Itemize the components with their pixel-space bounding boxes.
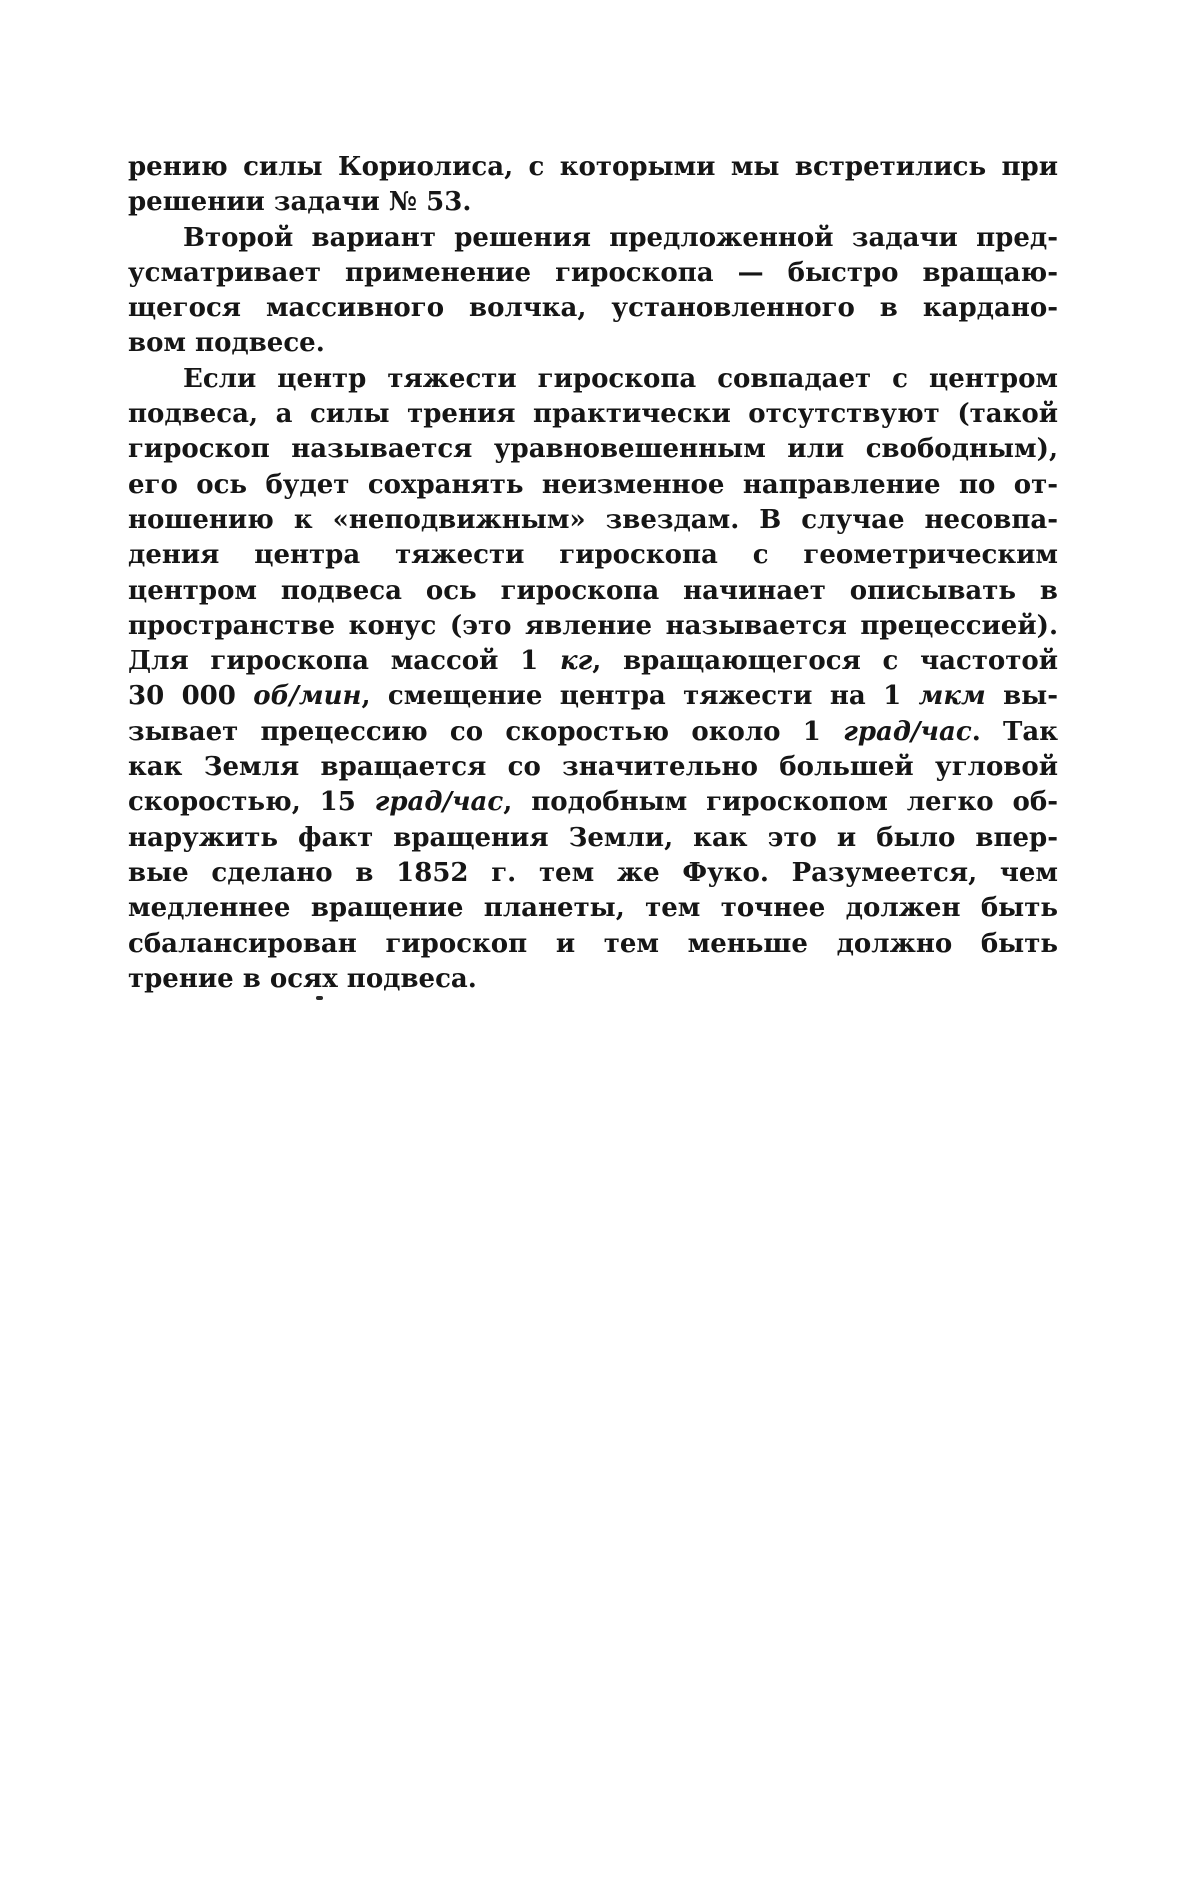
text-line (128, 150, 1058, 185)
text-segment: гироскоп называется уравновешенным или свободным), (128, 434, 1058, 465)
text-line (128, 609, 1058, 644)
text-segment: рению силы Кориолиса, с которыми мы встретились при (128, 152, 1058, 182)
text-segment: Для гироскопа массой 1 (128, 646, 561, 677)
text-segment: , смещение центра тяжести на 1 (361, 681, 919, 712)
text-segment: наружить факт вращения Земли, как это и было впер- (128, 822, 1058, 853)
text-line (128, 397, 1058, 432)
text-segment: вы- (985, 681, 1058, 712)
text-line (128, 821, 1058, 856)
text-segment: его ось будет сохранять неизменное направление по от- (128, 469, 1058, 500)
text-segment: усматривает применение гироскопа — быстро вращаю- (128, 257, 1058, 288)
text-segment: Если центр тяжести гироскопа совпадает с центром (183, 363, 1058, 394)
text-segment: зывает прецессию со скоростью около 1 (128, 716, 844, 747)
text-segment: сбалансирован гироскоп и тем меньше должно быть (128, 928, 1058, 959)
text-segment: Второй вариант решения предложенной задачи пред- (183, 222, 1058, 253)
text-line (128, 291, 1058, 326)
text-line (128, 856, 1058, 891)
body-text-block (128, 150, 1058, 997)
italic-unit-segment: мкм (918, 681, 986, 712)
text-line (128, 468, 1058, 503)
text-line (128, 644, 1058, 679)
text-line (128, 432, 1058, 467)
text-segment: центром подвеса ось гироскопа начинает описывать в (128, 575, 1058, 606)
ink-speck (316, 996, 323, 1000)
italic-unit-segment: кг (560, 646, 593, 677)
text-segment: дения центра тяжести гироскопа с геометрическим (128, 540, 1058, 571)
italic-unit-segment: град/час (374, 787, 504, 818)
text-line (128, 891, 1058, 926)
text-segment: решении задачи № 53. (128, 187, 472, 218)
text-segment: . Так (971, 716, 1058, 747)
text-segment: , подобным гироскопом легко об- (503, 787, 1058, 818)
text-segment: 30 000 (128, 681, 254, 712)
text-segment: ношению к «неподвижным» звездам. В случае несовпа- (128, 504, 1058, 535)
text-segment: трение в осях подвеса. (128, 963, 477, 994)
text-line (128, 574, 1058, 609)
text-line (128, 538, 1058, 573)
text-line (128, 326, 1058, 361)
text-segment: вом подвесе. (128, 328, 325, 359)
text-line (128, 185, 1058, 220)
text-segment: подвеса, а силы трения практически отсутствуют (такой (128, 399, 1058, 430)
text-segment: скоростью, 15 (128, 787, 375, 818)
text-line (128, 962, 1058, 997)
text-line (128, 362, 1058, 397)
text-segment: щегося массивного волчка, установленного в кардано- (128, 293, 1058, 324)
text-line (128, 927, 1058, 962)
text-line (128, 679, 1058, 714)
text-segment: , вращающегося с частотой (592, 646, 1059, 677)
text-line (128, 750, 1058, 785)
italic-unit-segment: град/час (843, 716, 972, 747)
text-segment: пространстве конус (это явление называется прецессией). (128, 610, 1058, 641)
text-line (128, 503, 1058, 538)
text-segment: медленнее вращение планеты, тем точнее должен быть (128, 893, 1058, 924)
text-line (128, 221, 1058, 256)
text-segment: вые сделано в 1852 г. тем же Фуко. Разумеется, чем (128, 857, 1058, 888)
text-segment: как Земля вращается со значительно большей угловой (128, 752, 1058, 783)
italic-unit-segment: об/мин (253, 681, 362, 712)
text-line (128, 715, 1058, 750)
text-line (128, 256, 1058, 291)
text-line (128, 785, 1058, 820)
